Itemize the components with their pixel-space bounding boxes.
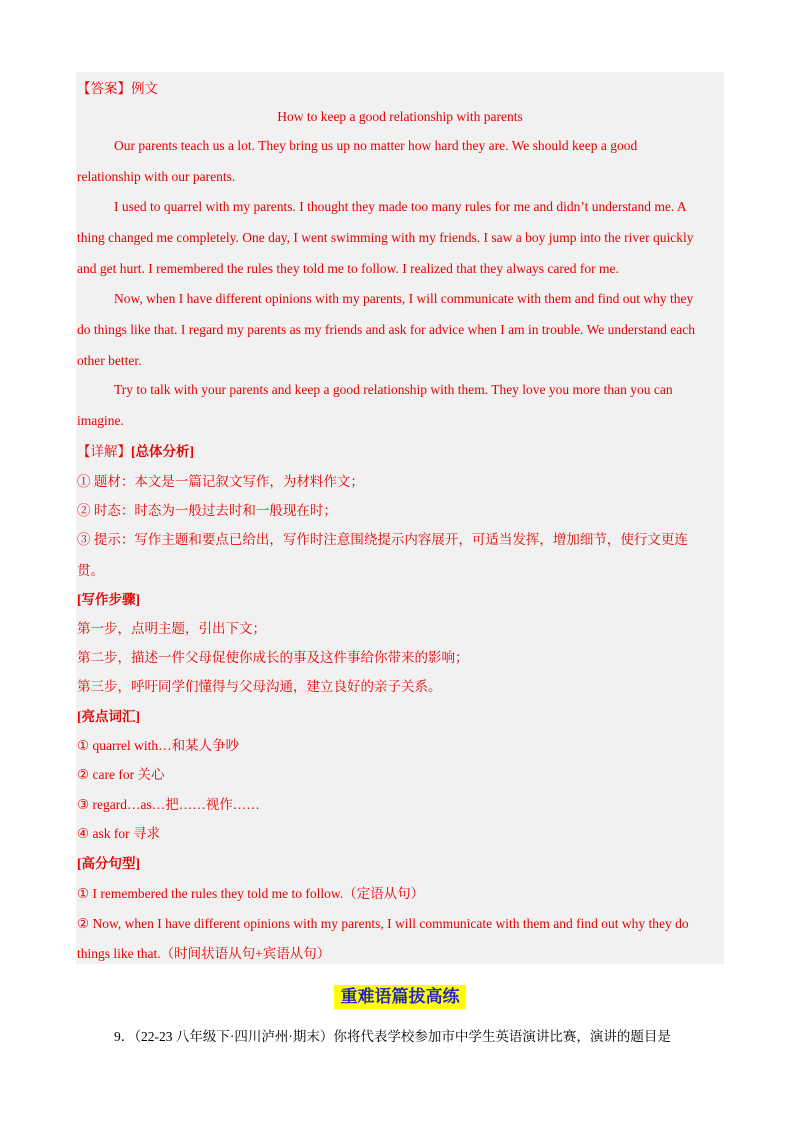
essay-line: other better. bbox=[77, 353, 142, 368]
answer-label bbox=[77, 80, 158, 98]
overall-item: ③ 提示：写作主题和要点已给出，写作时注意围绕提示内容展开，可适当发挥，增加细节，使行文更连 bbox=[77, 532, 688, 547]
essay-line: imagine. bbox=[77, 413, 124, 428]
explanation-label bbox=[77, 443, 194, 461]
essay-line: I used to quarrel with my parents. I thought they made too many rules for me and didn’t understand me. A bbox=[114, 199, 687, 214]
overall-item: 贯。 bbox=[77, 563, 104, 578]
sentence-item: ① I remembered the rules they told me to follow.（定语从句） bbox=[77, 886, 425, 901]
sentence-item: things like that.（时间状语从句+宾语从句） bbox=[77, 946, 331, 961]
vocab-item: ① quarrel with…和某人争吵 bbox=[77, 738, 240, 753]
sentence-item: ② Now, when I have different opinions with my parents, I will communicate with them and find out why they do bbox=[77, 916, 689, 931]
question-text: 9．（22-23 八年级下·四川泸州·期末）你将代表学校参加市中学生英语演讲比赛，演讲的题目是 bbox=[114, 1029, 671, 1044]
answer-bracket-label: 【答案】 bbox=[77, 81, 131, 96]
essay-line: Now, when I have different opinions with my parents, I will communicate with them and find out why they bbox=[114, 291, 694, 306]
vocab-item: ③ regard…as…把……视作…… bbox=[77, 797, 260, 812]
sentences-heading: [高分句型] bbox=[77, 856, 140, 871]
answer-type-text: 例文 bbox=[131, 81, 158, 96]
overall-analysis-heading: [总体分析] bbox=[131, 444, 194, 459]
writing-step: 第二步，描述一件父母促使你成长的事及这件事给你带来的影响； bbox=[77, 650, 469, 665]
overall-item: ① 题材：本文是一篇记叙文写作，为材料作文； bbox=[77, 474, 364, 489]
writing-steps-heading: [写作步骤] bbox=[77, 592, 140, 607]
essay-line: do things like that. I regard my parents as my friends and ask for advice when I am in trouble. We understand each bbox=[77, 322, 695, 337]
writing-step: 第三步，呼吁同学们懂得与父母沟通，建立良好的亲子关系。 bbox=[77, 679, 442, 694]
essay-line: Our parents teach us a lot. They bring us up no matter how hard they are. We should keep a good bbox=[114, 138, 638, 153]
essay-line: Try to talk with your parents and keep a good relationship with them. They love you more than you can bbox=[114, 382, 673, 397]
vocab-heading: [亮点词汇] bbox=[77, 709, 140, 724]
essay-line: thing changed me completely. One day, I went swimming with my friends. I saw a boy jump into the river quickly bbox=[77, 230, 694, 245]
section-title: 重难语篇拔高练 bbox=[334, 985, 466, 1009]
vocab-item: ④ ask for 寻求 bbox=[77, 826, 160, 841]
essay-line: relationship with our parents. bbox=[77, 169, 236, 184]
overall-item: ② 时态：时态为一般过去时和一般现在时； bbox=[77, 503, 337, 518]
writing-step: 第一步，点明主题，引出下文； bbox=[77, 621, 266, 636]
vocab-item: ② care for 关心 bbox=[77, 767, 165, 782]
essay-title: How to keep a good relationship with parents bbox=[277, 109, 523, 124]
essay-line: and get hurt. I remembered the rules they told me to follow. I realized that they always cared for me. bbox=[77, 261, 619, 276]
explanation-bracket-label: 【详解】 bbox=[77, 444, 131, 459]
